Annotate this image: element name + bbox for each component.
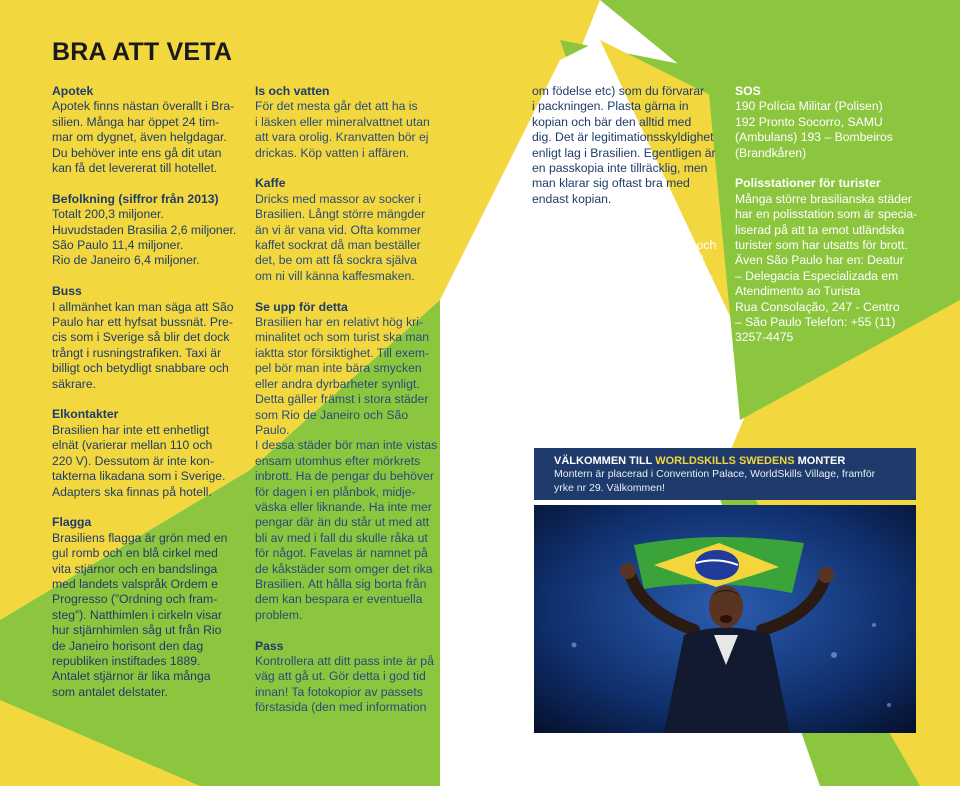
section-body: Totalt 200,3 miljoner. Huvudstaden Brasilia 2,6 miljoner. São Paulo 11,4 miljoner. Rio de Janeiro 6,4 miljoner. bbox=[52, 207, 237, 268]
section-heading: Flagga bbox=[52, 515, 92, 530]
section-se-upp bbox=[255, 300, 445, 624]
section-flagga bbox=[52, 515, 242, 700]
section-befolkning bbox=[52, 192, 242, 269]
section-body: Brasilien har en relativt hög kri- minalitet och som turist ska man iaktta stor försiktighet. Till exem- pel bör man inte bära smycken eller andra dyrbarheter synligt. Detta gäller främst i stora städer som Rio de Janeiro och São Paulo. I dessa städer bör man inte vistas ensam utomhus efter mörkrets inbrott. Ha de pengar du behöver för dagen i en plånbok, midje- väska eller liknande. Ha inte mer pengar där än du står ut med att bli av med i fall du skulle råka ut för något. Favelas är namnet på de kåkstäder som omger det rika Brasilien. Att hålla sig borta från dem kan bespara er eventuella problem. bbox=[255, 315, 438, 622]
section-heading: Buss bbox=[52, 284, 82, 299]
section-heading: Pass bbox=[255, 638, 284, 653]
section-heading: Is och vatten bbox=[255, 84, 330, 98]
section-body: Om du är svensk medborgare och är i nödsituation kan du ringa till svenska ambassaden i huvudsta- den Brasilia +55 (61) 3442 5200 under kontorstid. Samma telefon- nummer gäller efter kontorstid, då du kopplas vidare till Utrikes- departementets jourhavande. bbox=[532, 238, 717, 360]
section-polisstationer bbox=[735, 176, 925, 345]
section-buss bbox=[52, 284, 242, 392]
celebrating-man-with-brazil-flag-icon bbox=[534, 505, 916, 733]
section-pass-continued bbox=[532, 84, 722, 207]
section-body: Många större brasilianska städer har en polisstation som är specia- liserad på att ta emot utländska turister som har utsatts för brott. Även São Paulo har en: Deatur – Delegacia Especializada em Atendimento ao Turista Rua Consolação, 247 - Centro – São Paulo Telefon: +55 (11) 3257-4475 bbox=[735, 191, 918, 345]
section-pass bbox=[255, 639, 445, 716]
banner-title-post: MONTER bbox=[794, 455, 846, 467]
page-title: BRA ATT VETA bbox=[52, 38, 233, 66]
section-heading: SOS bbox=[735, 84, 761, 98]
section-heading: Se upp för detta bbox=[255, 299, 348, 314]
section-heading: Svenska ambassaden bbox=[532, 222, 659, 237]
section-sos bbox=[735, 84, 925, 161]
section-heading: Befolkning (siffror från 2013) bbox=[52, 191, 219, 206]
section-heading: Polisstationer för turister bbox=[735, 176, 881, 191]
section-body: om födelse etc) som du förvarar i packningen. Plasta gärna in kopian och bär den alltid med dig. Det är legitimationsskyldighet enligt lag i Brasilien. Egentligen är en passkopia inte tillräcklig, men man klarar sig oftast bra med endast kopian. bbox=[532, 84, 716, 206]
section-heading: Apotek bbox=[52, 84, 94, 98]
section-body: Brasilien har inte ett enhetligt elnät (varierar mellan 110 och 220 V). Dessutom är inte kon- takterna likadana som i Sverige. Adapters ska finnas på hotell. bbox=[52, 422, 226, 499]
worldskills-banner bbox=[534, 448, 916, 500]
banner-title bbox=[554, 454, 896, 468]
section-kaffe bbox=[255, 176, 445, 284]
section-body: 190 Polícia Militar (Polisen) 192 Pronto Socorro, SAMU (Ambulans) 193 – Bombeiros (Brandkåren) bbox=[735, 99, 893, 160]
section-body: Kontrollera att ditt pass inte är på väg att gå ut. Gör detta i god tid innan! Ta fotokopior av passets förstasida (den med information bbox=[255, 653, 434, 715]
section-is-och-vatten bbox=[255, 84, 445, 161]
column-3 bbox=[532, 84, 722, 377]
section-heading: Elkontakter bbox=[52, 407, 119, 422]
column-1 bbox=[52, 84, 242, 716]
banner-text: Montern är placerad i Convention Palace, WorldSkills Village, framför yrke nr 29. Välkommen! bbox=[554, 468, 876, 494]
banner-title-highlight: WORLDSKILLS SWEDENS bbox=[655, 455, 795, 467]
section-body: Apotek finns nästan överallt i Bra- silien. Många har öppet 24 tim- mar om dygnet, även helgdagar. Du behöver inte ens gå dit utan kan få det levererat till hotellet. bbox=[52, 99, 235, 176]
section-body: I allmänhet kan man säga att São Paulo har ett hyfsat bussnät. Pre- cis som i Sverige så blir det dock trångt i rusningstrafiken. Taxi är billigt och betydligt snabbare och säkrare. bbox=[52, 299, 234, 391]
celebration-photo bbox=[534, 505, 916, 733]
column-2 bbox=[255, 84, 445, 731]
section-body: Dricks med massor av socker i Brasilien. Långt större mängder än vi är vana vid. Ofta kommer kaffet sockrat då man beställer det, be om att få sockra själva om ni vill känna kaffesmaken. bbox=[255, 191, 426, 283]
section-apotek bbox=[52, 84, 242, 176]
section-body: För det mesta går det att ha is i läsken eller mineralvattnet utan att vara orolig. Kranvatten bör ej drickas. Köp vatten i affären. bbox=[255, 99, 430, 160]
column-4 bbox=[735, 84, 925, 361]
banner-title-pre: VÄLKOMMEN TILL bbox=[554, 455, 656, 467]
section-elkontakter bbox=[52, 407, 242, 499]
section-body: Brasiliens flagga är grön med en gul romb och en blå cirkel med vita stjärnor och en bandslinga med landets valspråk Ordem e Progresso (”Ordning och fram- steg”). Natthimlen i cirkeln visar hur stjärnhimlen såg ut från Rio de Janeiro horisont den dag republiken instiftades 1889. Antalet stjärnor är lika många som antalet delstater. bbox=[52, 530, 228, 699]
section-heading: Kaffe bbox=[255, 176, 286, 191]
section-ambassaden bbox=[532, 223, 722, 362]
